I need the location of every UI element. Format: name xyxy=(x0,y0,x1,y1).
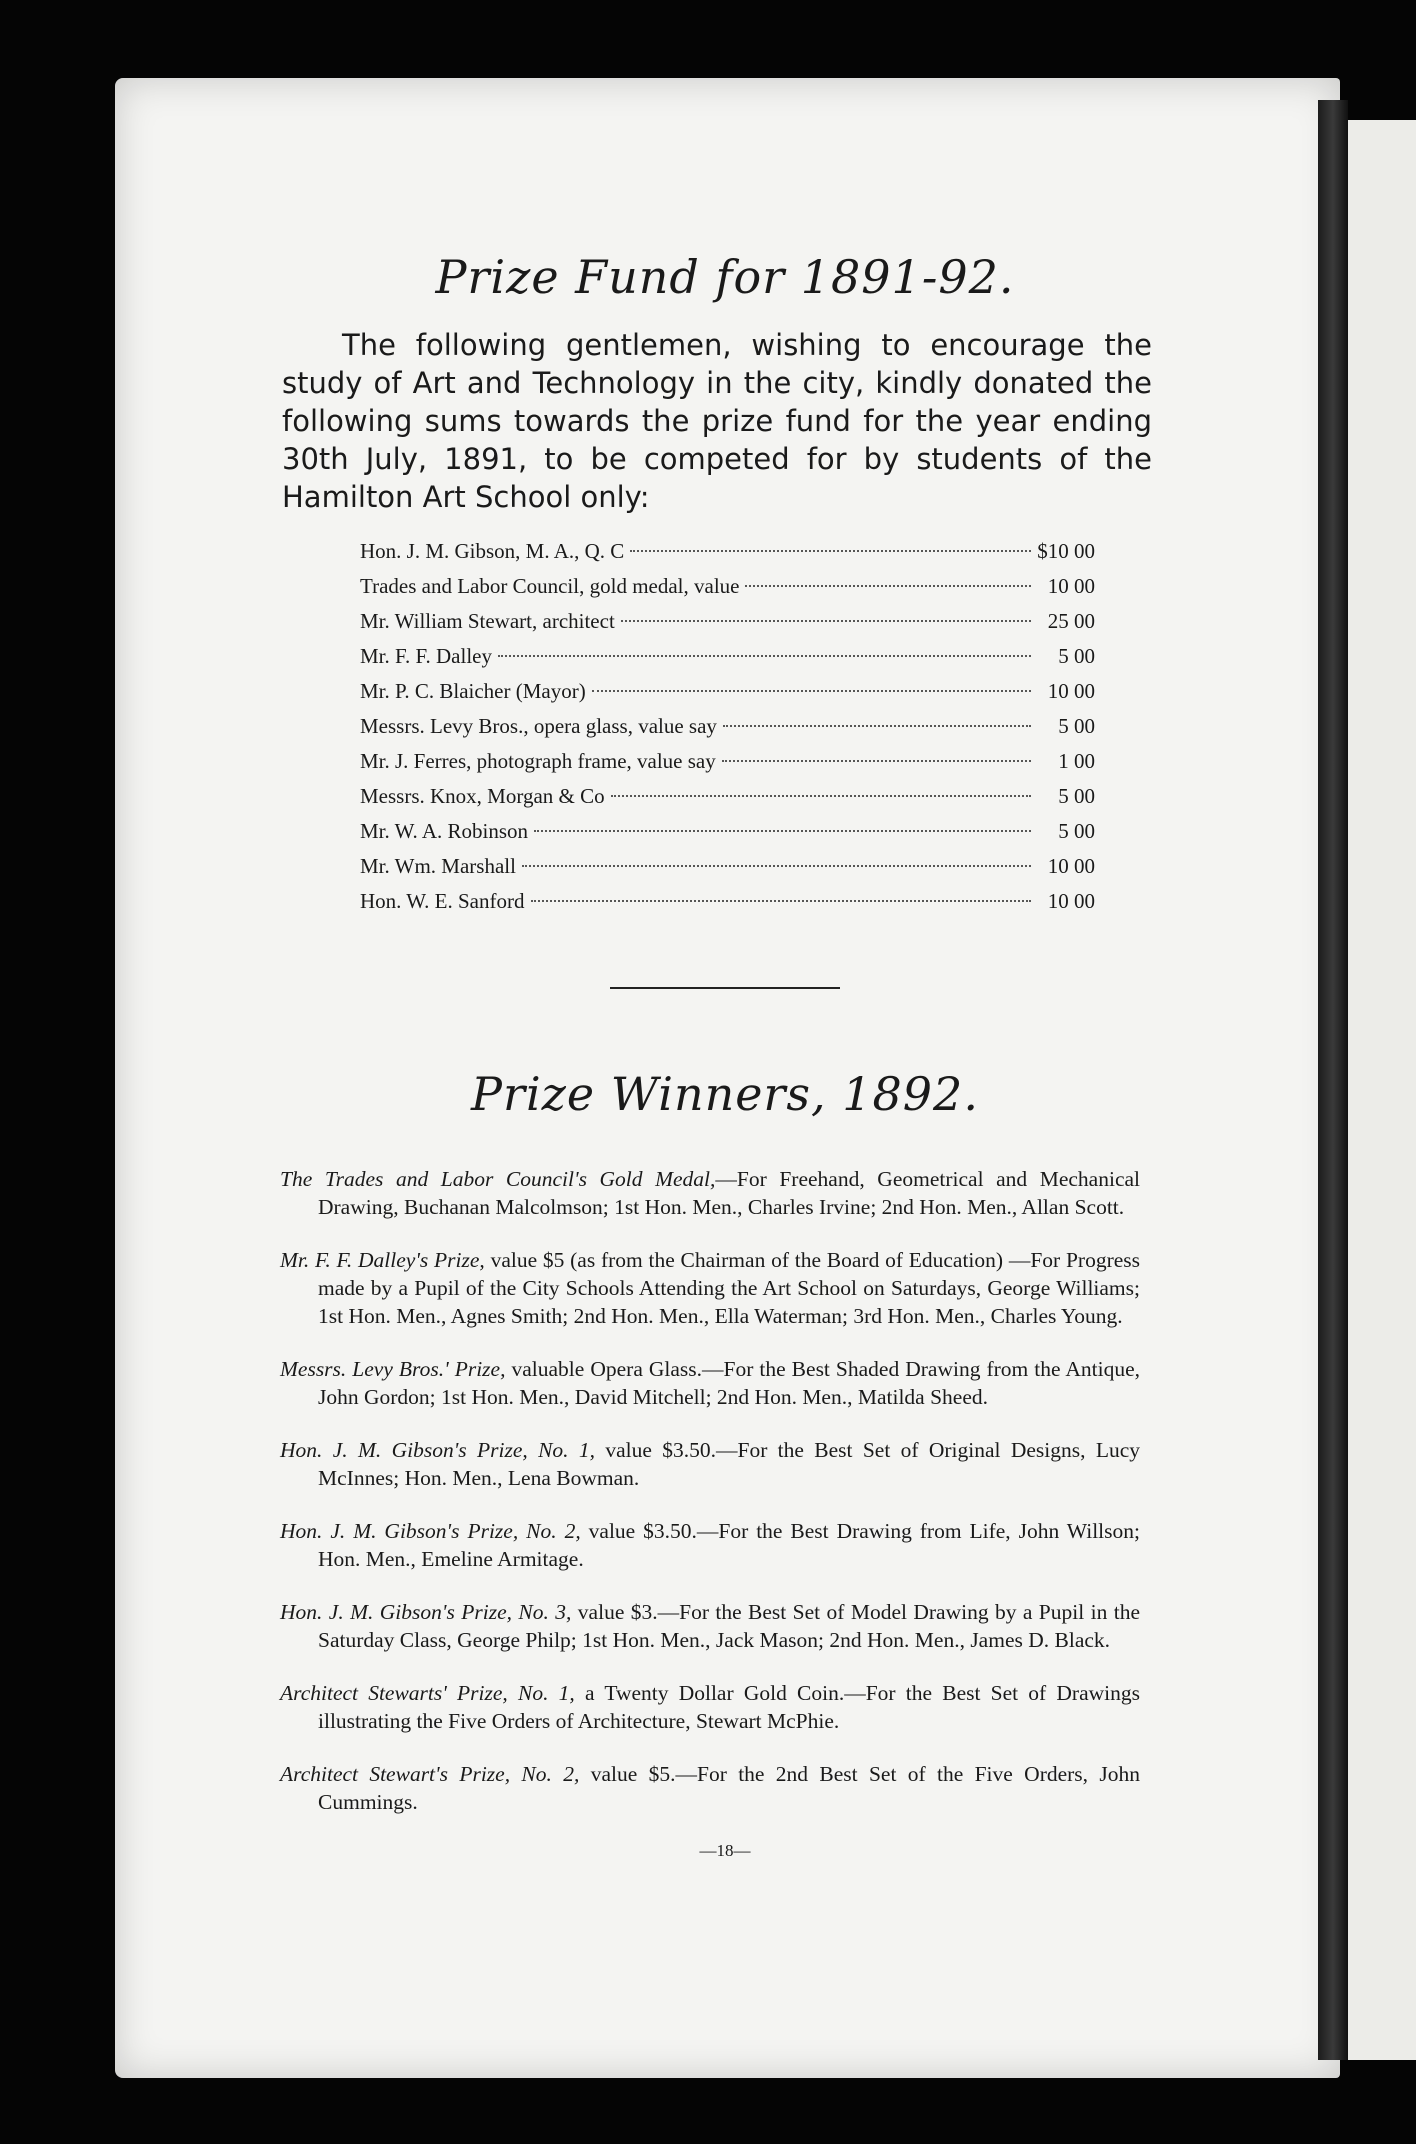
donor-row xyxy=(360,674,1095,709)
donor-amount: 10 00 xyxy=(1047,679,1095,703)
donor-list xyxy=(360,534,1095,919)
donor-row xyxy=(360,744,1095,779)
donor-name: Hon. J. M. Gibson, M. A., Q. C xyxy=(360,539,625,563)
prize-fund-heading: Prize Fund for 1891-92. xyxy=(435,250,1015,304)
prize-fund-intro: The following gentlemen, wishing to encourage the study of Art and Technology in the city, kindly donated the following sums towards the prize fund for the year ending 30th July, 1891, to be competed for by students of the Hamilton Art School only: xyxy=(282,328,1152,514)
section-divider xyxy=(610,987,840,989)
winner-entry xyxy=(280,1165,1140,1221)
winner-entry xyxy=(280,1246,1140,1330)
donor-row xyxy=(360,569,1095,604)
prize-details: value $3.50.—For the Best Drawing from Life, John Willson; Hon. Men., Emeline Armitage. xyxy=(318,1519,1140,1571)
winner-entry xyxy=(280,1355,1140,1411)
adjacent-page-edge xyxy=(1348,120,1416,2060)
prize-details: valuable Opera Glass.—For the Best Shaded Drawing from the Antique, John Gordon; 1st Hon. Men., David Mitchell; 2nd Hon. Men., Matilda Sheed. xyxy=(318,1357,1141,1409)
winner-list xyxy=(280,1165,1140,1816)
donor-amount: 10 00 xyxy=(1047,889,1095,913)
donor-amount: 5 00 xyxy=(1058,819,1095,843)
prize-details: value $3.50.—For the Best Set of Original Designs, Lucy McInnes; Hon. Men., Lena Bowman. xyxy=(318,1438,1140,1490)
donor-amount: 5 00 xyxy=(1058,714,1095,738)
donor-amount: 25 00 xyxy=(1047,609,1095,633)
donor-row xyxy=(360,709,1095,744)
prize-name: Hon. J. M. Gibson's Prize, No. 1, xyxy=(280,1438,596,1462)
donor-row xyxy=(360,534,1095,569)
donor-name: Mr. Wm. Marshall xyxy=(360,854,516,878)
page-content xyxy=(280,250,1160,1861)
donor-name: Mr. P. C. Blaicher (Mayor) xyxy=(360,679,586,703)
donor-name: Mr. William Stewart, architect xyxy=(360,609,615,633)
donor-row xyxy=(360,604,1095,639)
leader-dots xyxy=(611,795,1031,797)
donor-name: Mr. W. A. Robinson xyxy=(360,819,529,843)
prize-details: —For Freehand, Geometrical and Mechanical Drawing, Buchanan Malcolmson; 1st Hon. Men., Charles Irvine; 2nd Hon. Men., Allan Scott. xyxy=(318,1167,1141,1219)
leader-dots xyxy=(723,725,1031,727)
donor-amount: 1 00 xyxy=(1058,749,1095,773)
prize-details: value $3.—For the Best Set of Model Drawing by a Pupil in the Saturday Class, George Philp; 1st Hon. Men., Jack Mason; 2nd Hon. Men., James D. Black. xyxy=(318,1600,1140,1652)
donor-name: Mr. F. F. Dalley xyxy=(360,644,492,668)
donor-row xyxy=(360,639,1095,674)
page-number: —18— xyxy=(699,1841,751,1860)
donor-name: Trades and Labor Council, gold medal, value xyxy=(360,574,740,598)
donor-amount: 10 00 xyxy=(1047,854,1095,878)
leader-dots xyxy=(745,585,1031,587)
leader-dots xyxy=(498,655,1031,657)
donor-amount: 5 00 xyxy=(1058,784,1095,808)
prize-name: Hon. J. M. Gibson's Prize, No. 3, xyxy=(280,1600,572,1624)
prize-name: The Trades and Labor Council's Gold Medal, xyxy=(280,1167,716,1191)
donor-amount: 10 00 xyxy=(1047,574,1095,598)
winner-entry xyxy=(280,1517,1140,1573)
leader-dots xyxy=(592,690,1031,692)
prize-name: Messrs. Levy Bros.' Prize, xyxy=(280,1357,506,1381)
prize-details: value $5 (as from the Chairman of the Board of Education) —For Progress made by a Pupil of the City Schools Attending the Art School on Saturdays, George Williams; 1st Hon. Men., Agnes Smith; 2nd Hon. Men., Ella Waterman; 3rd Hon. Men., Charles Young. xyxy=(318,1248,1141,1328)
prize-name: Architect Stewarts' Prize, No. 1, xyxy=(280,1681,575,1705)
winner-entry xyxy=(280,1598,1140,1654)
donor-row xyxy=(360,884,1095,919)
winner-entry xyxy=(280,1760,1140,1816)
prize-name: Hon. J. M. Gibson's Prize, No. 2, xyxy=(280,1519,581,1543)
prize-details: a Twenty Dollar Gold Coin.—For the Best Set of Drawings illustrating the Five Orders of Architecture, Stewart McPhie. xyxy=(318,1681,1141,1733)
donor-row xyxy=(360,849,1095,884)
winner-entry xyxy=(280,1436,1140,1492)
book-spine xyxy=(1318,100,1348,2060)
donor-name: Messrs. Knox, Morgan & Co xyxy=(360,784,605,808)
donor-amount: 5 00 xyxy=(1058,644,1095,668)
leader-dots xyxy=(531,900,1032,902)
donor-name: Hon. W. E. Sanford xyxy=(360,889,525,913)
leader-dots xyxy=(522,865,1031,867)
donor-amount: $10 00 xyxy=(1037,539,1095,563)
leader-dots xyxy=(534,830,1031,832)
prize-name: Mr. F. F. Dalley's Prize, xyxy=(280,1248,485,1272)
leader-dots xyxy=(722,760,1031,762)
donor-name: Messrs. Levy Bros., opera glass, value say xyxy=(360,714,717,738)
leader-dots xyxy=(621,620,1031,622)
prize-details: value $5.—For the 2nd Best Set of the Five Orders, John Cummings. xyxy=(318,1762,1140,1814)
prize-name: Architect Stewart's Prize, No. 2, xyxy=(280,1762,580,1786)
donor-row xyxy=(360,779,1095,814)
leader-dots xyxy=(630,550,1031,552)
donor-name: Mr. J. Ferres, photograph frame, value say xyxy=(360,749,716,773)
prize-winners-heading: Prize Winners, 1892. xyxy=(471,1067,979,1121)
winner-entry xyxy=(280,1679,1140,1735)
donor-row xyxy=(360,814,1095,849)
